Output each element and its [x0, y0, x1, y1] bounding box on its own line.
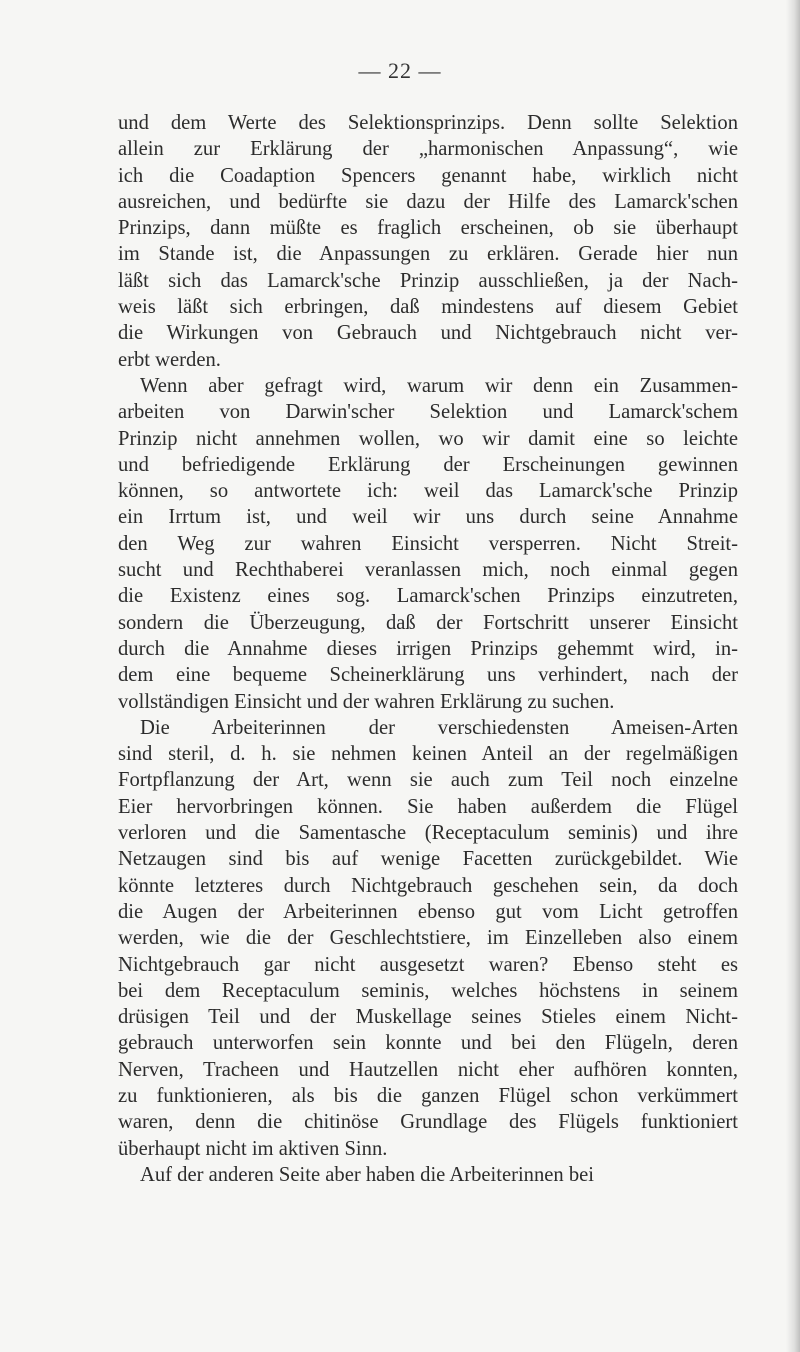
- body-text: [118, 110, 738, 1188]
- text-line: drüsigen Teil und der Muskellage seines Stieles einem Nicht-: [118, 1006, 738, 1029]
- text-line: den Weg zur wahren Einsicht versperren. Nicht Streit-: [118, 532, 738, 555]
- text-line: ein Irrtum ist, und weil wir uns durch seine Annahme: [118, 506, 738, 529]
- text-line: Fortpflanzung der Art, wenn sie auch zum Teil noch einzelne: [118, 769, 738, 792]
- text-line: und befriedigende Erklärung der Erscheinungen gewinnen: [118, 453, 738, 476]
- text-line: vollständigen Einsicht und der wahren Erklärung zu suchen.: [118, 690, 615, 713]
- text-line: im Stande ist, die Anpassungen zu erklären. Gerade hier nun: [118, 243, 738, 266]
- text-line: Netzaugen sind bis auf wenige Facetten zurückgebildet. Wie: [118, 848, 738, 871]
- text-line: bei dem Receptaculum seminis, welches höchstens in seinem: [118, 979, 738, 1002]
- text-line: ich die Coadaption Spencers genannt habe, wirklich nicht: [118, 164, 738, 187]
- text-line: die Wirkungen von Gebrauch und Nichtgebrauch nicht ver-: [118, 322, 738, 345]
- text-line: Eier hervorbringen können. Sie haben außerdem die Flügel: [118, 795, 738, 818]
- text-line: können, so antwortete ich: weil das Lamarck'sche Prinzip: [118, 480, 738, 503]
- text-line: sucht und Rechthaberei veranlassen mich, noch einmal gegen: [118, 559, 738, 582]
- text-line: waren, denn die chitinöse Grundlage des Flügels funktioniert: [118, 1111, 738, 1134]
- text-line: überhaupt nicht im aktiven Sinn.: [118, 1137, 388, 1160]
- text-line: erbt werden.: [118, 348, 221, 371]
- text-line: Prinzips, dann müßte es fraglich erscheinen, ob sie überhaupt: [118, 217, 738, 240]
- text-line: allein zur Erklärung der „harmonischen Anpassung“, wie: [118, 138, 738, 161]
- paragraph: [118, 1162, 738, 1188]
- text-line: Wenn aber gefragt wird, warum wir denn ein Zusammen-: [140, 374, 738, 397]
- text-line: Nerven, Tracheen und Hautzellen nicht eher aufhören konnten,: [118, 1058, 738, 1081]
- paragraph: [118, 373, 738, 715]
- text-line: gebrauch unterworfen sein konnte und bei den Flügeln, deren: [118, 1032, 738, 1055]
- text-line: und dem Werte des Selektionsprinzips. Denn sollte Selektion: [118, 112, 738, 134]
- text-line: Auf der anderen Seite aber haben die Arbeiterinnen bei: [140, 1163, 595, 1186]
- page-edge-shadow: [786, 0, 800, 1352]
- text-line: läßt sich das Lamarck'sche Prinzip ausschließen, ja der Nach-: [118, 269, 738, 292]
- text-line: sondern die Überzeugung, daß der Fortschritt unserer Einsicht: [118, 611, 738, 634]
- text-line: ausreichen, und bedürfte sie dazu der Hilfe des Lamarck'schen: [118, 190, 738, 213]
- text-line: werden, wie die der Geschlechtstiere, im Einzelleben also einem: [118, 927, 738, 950]
- text-line: zu funktionieren, als bis die ganzen Flügel schon verkümmert: [118, 1084, 738, 1107]
- text-line: Die Arbeiterinnen der verschiedensten Ameisen-Arten: [140, 716, 738, 739]
- paragraph: [118, 715, 738, 1162]
- page-number: — 22 —: [358, 58, 442, 83]
- text-line: weis läßt sich erbringen, daß mindestens auf diesem Gebiet: [118, 296, 738, 319]
- text-line: sind steril, d. h. sie nehmen keinen Anteil an der regelmäßigen: [118, 743, 738, 766]
- text-line: könnte letzteres durch Nichtgebrauch geschehen sein, da doch: [118, 874, 738, 897]
- text-line: durch die Annahme dieses irrigen Prinzips gehemmt wird, in-: [118, 637, 738, 660]
- text-line: Prinzip nicht annehmen wollen, wo wir damit eine so leichte: [118, 427, 738, 450]
- text-line: dem eine bequeme Scheinerklärung uns verhindert, nach der: [118, 664, 738, 687]
- text-line: Nichtgebrauch gar nicht ausgesetzt waren? Ebenso steht es: [118, 953, 738, 976]
- text-line: die Existenz eines sog. Lamarck'schen Prinzips einzutreten,: [118, 585, 738, 608]
- paragraph: [118, 110, 738, 373]
- text-line: die Augen der Arbeiterinnen ebenso gut vom Licht getroffen: [118, 900, 738, 923]
- text-line: verloren und die Samentasche (Receptaculum seminis) und ihre: [118, 822, 738, 845]
- text-line: arbeiten von Darwin'scher Selektion und Lamarck'schem: [118, 401, 738, 424]
